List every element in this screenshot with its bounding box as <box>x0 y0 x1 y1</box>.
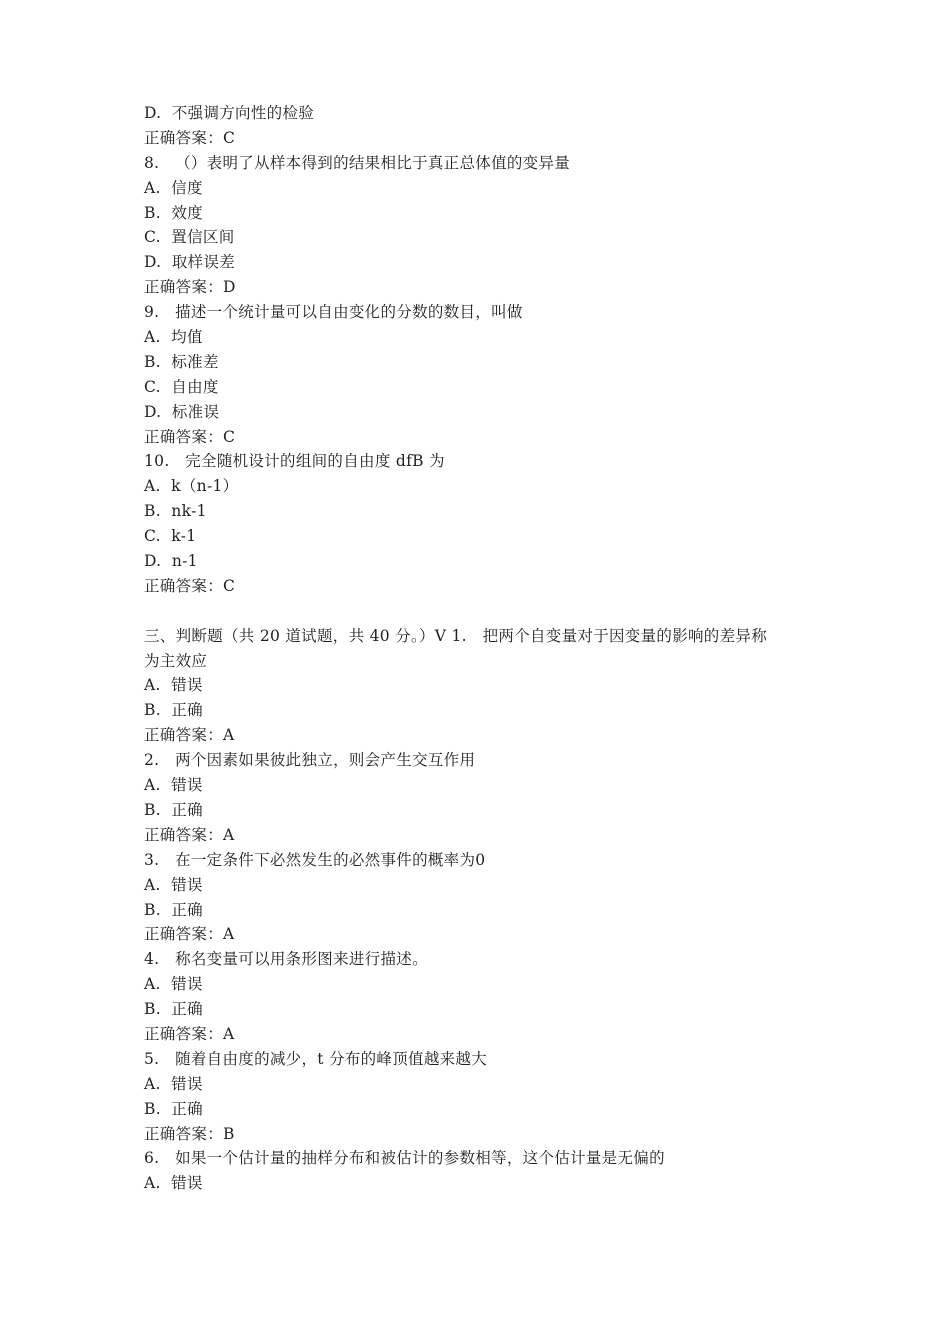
option-tf5-a: A. 错误 <box>144 1074 203 1093</box>
answer-q7: 正确答案：C <box>144 128 236 147</box>
section-heading-tf-question-1: 三、判断题（共 20 道试题，共 40 分。）V 1. 把两个自变量对于因变量的影响的差异称 <box>144 626 767 645</box>
option-q10-a: A. k（n-1） <box>144 477 239 496</box>
option-tf2-b: B. 正确 <box>144 800 203 819</box>
answer-tf1: 正确答案：A <box>144 726 235 745</box>
answer-q8: 正确答案：D <box>144 278 236 297</box>
option-q8-b: B. 效度 <box>144 203 203 222</box>
answer-tf2: 正确答案：A <box>144 825 235 844</box>
question-tf2: 2. 两个因素如果彼此独立，则会产生交互作用 <box>144 751 476 770</box>
option-tf4-a: A. 错误 <box>144 975 203 994</box>
option-q9-c: C. 自由度 <box>144 377 219 396</box>
question-8: 8. （）表明了从样本得到的结果相比于真正总体值的变异量 <box>144 153 571 172</box>
answer-tf4: 正确答案：A <box>144 1024 235 1043</box>
option-tf4-b: B. 正确 <box>144 1000 203 1019</box>
option-q10-c: C. k-1 <box>144 527 197 546</box>
section-spacer <box>144 599 824 624</box>
question-10: 10. 完全随机设计的组间的自由度 dfB 为 <box>144 452 445 471</box>
option-q9-a: A. 均值 <box>144 328 203 347</box>
question-tf3: 3. 在一定条件下必然发生的必然事件的概率为0 <box>144 850 486 869</box>
option-q10-d: D. n-1 <box>144 552 198 571</box>
option-tf1-a: A. 错误 <box>144 676 203 695</box>
question-tf5: 5. 随着自由度的减少，t 分布的峰顶值越来越大 <box>144 1049 488 1068</box>
answer-q10: 正确答案：C <box>144 576 236 595</box>
option-tf6-a: A. 错误 <box>144 1174 203 1193</box>
answer-tf5: 正确答案：B <box>144 1124 235 1143</box>
document-body <box>144 101 824 1196</box>
option-tf5-b: B. 正确 <box>144 1099 203 1118</box>
option-q8-a: A. 信度 <box>144 178 203 197</box>
option-q8-c: C. 置信区间 <box>144 228 235 247</box>
question-tf6: 6. 如果一个估计量的抽样分布和被估计的参数相等，这个估计量是无偏的 <box>144 1149 665 1168</box>
option-q10-b: B. nk-1 <box>144 502 207 521</box>
option-q9-d: D. 标准误 <box>144 402 220 421</box>
question-1-continuation: 为主效应 <box>144 651 208 670</box>
question-9: 9. 描述一个统计量可以自由变化的分数的数目，叫做 <box>144 303 523 322</box>
option-q8-d: D. 取样误差 <box>144 253 236 272</box>
answer-q9: 正确答案：C <box>144 427 236 446</box>
answer-tf3: 正确答案：A <box>144 925 235 944</box>
option-tf1-b: B. 正确 <box>144 701 203 720</box>
option-tf3-a: A. 错误 <box>144 875 203 894</box>
option-tf2-a: A. 错误 <box>144 776 203 795</box>
option-q9-b: B. 标准差 <box>144 352 219 371</box>
question-tf4: 4. 称名变量可以用条形图来进行描述。 <box>144 950 428 969</box>
option-q7-d: D. 不强调方向性的检验 <box>144 104 315 122</box>
option-tf3-b: B. 正确 <box>144 900 203 919</box>
